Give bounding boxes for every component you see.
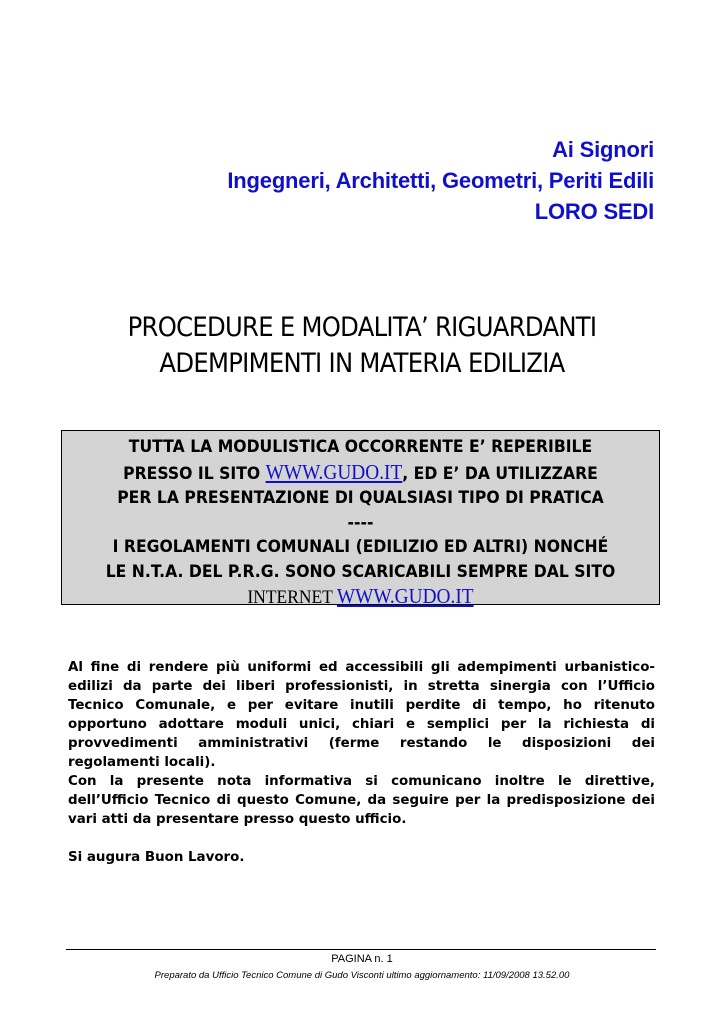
recipients-professions: Ingegneri, Architetti, Geometri, Periti Edili <box>227 168 654 193</box>
title-line-1: PROCEDURE E MODALITA’ RIGUARDANTI <box>127 312 597 343</box>
notice-separator: ---- <box>347 512 374 533</box>
notice-line-2 <box>86 460 635 487</box>
website-link[interactable]: WWW.GUDO.IT <box>265 459 403 484</box>
notice-box <box>61 430 660 608</box>
footer-divider <box>66 949 656 950</box>
notice-line-2-text: PRESSO IL SITO <box>123 463 266 484</box>
body-text <box>68 658 655 867</box>
recipients-address: LORO SEDI <box>534 199 654 224</box>
notice-line-2-tail: , ED E’ DA UTILIZZARE <box>402 463 598 484</box>
recipients-block <box>227 134 654 227</box>
notice-line-5: LE N.T.A. DEL P.R.G. SONO SCARICABILI SEMPRE DAL SITO <box>105 561 616 582</box>
notice-line-6 <box>86 584 635 611</box>
prepared-by-note: Preparato da Ufficio Tecnico Comune di Gudo Visconti ultimo aggiornamento: 11/09/2008 13.52.00 <box>154 970 570 981</box>
greeting: Si augura Buon Lavoro. <box>68 850 245 865</box>
page-number: PAGINA n. 1 <box>331 953 393 965</box>
website-link-2[interactable]: WWW.GUDO.IT <box>336 584 474 608</box>
notice-line-1: TUTTA LA MODULISTICA OCCORRENTE E’ REPERIBILE <box>128 437 593 457</box>
paragraph-directives: Con la presente nota informativa si comunicano inoltre le direttive, dell’Ufficio Tecnico di questo Comune, da seguire per la predisposizione dei vari atti da presentare presso questo ufficio. <box>68 774 655 827</box>
recipients-salutation: Ai Signori <box>552 137 654 162</box>
paragraph-intro: Al fine di rendere più uniformi ed accessibili gli adempimenti urbanistico-edilizi da parte dei liberi professionisti, in stretta sinergia con l’Ufficio Tecnico Comunale, e per evitare inutili perdite di tempo, ho ritenuto opportuno adottare moduli unici, chiari e semplici per la richiesta di provvedimenti amministrativi (ferme restando le disposizioni dei regolamenti locali). <box>68 660 655 770</box>
document-title <box>36 310 688 382</box>
notice-line-3: PER LA PRESENTAZIONE DI QUALSIASI TIPO DI PRATICA <box>117 488 604 508</box>
title-line-2: ADEMPIMENTI IN MATERIA EDILIZIA <box>159 348 565 379</box>
notice-line-6-text: INTERNET <box>247 587 337 608</box>
notice-line-4: I REGOLAMENTI COMUNALI (EDILIZIO ED ALTRI) NONCHÉ <box>112 537 609 557</box>
